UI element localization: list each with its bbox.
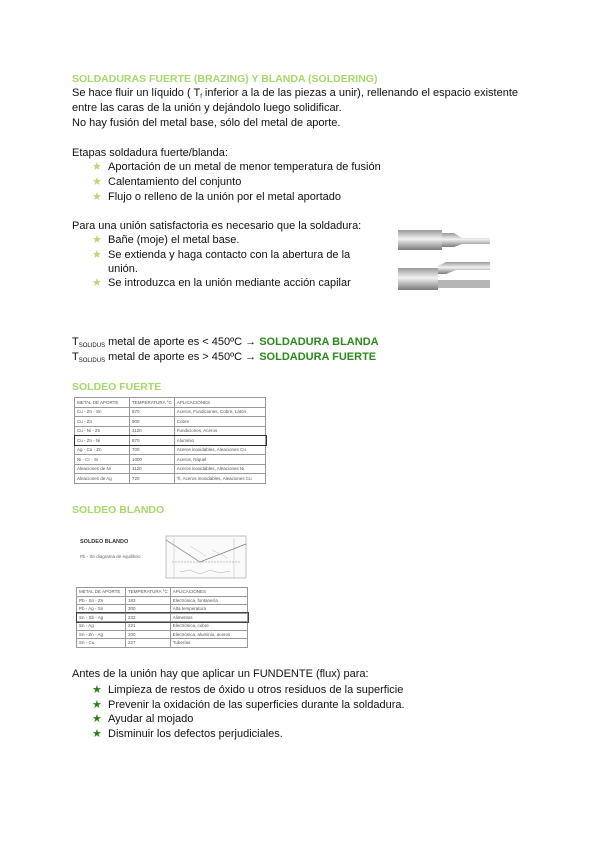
list-item: ★ Limpieza de restos de óxido u otros residuos de la superficie [92,684,404,696]
table-row: Aleaciones de Ag 720 Ti, Aceros inoxidables, Aleaciones Cu [75,474,266,484]
star-icon: ★ [92,728,102,740]
capillary-joint-illustration [396,224,492,296]
table-row: Ag - Cu - Zn 700 Aceros inoxidables, Aleaciones Cu [75,445,266,455]
list-item: ★ Calentamiento del conjunto [92,176,242,188]
table-row: Ni - Cr - Si 1000 Aceros, Níquel [75,455,266,465]
list-item-continuation: unión. [108,263,138,275]
table-row: Pb - Sn - Zn 183 Electrónica, fontanería [77,596,248,605]
table-row: Cu - Zn - Ni 870 Aluminio [75,436,266,446]
table-row: Sn - Zn - Ag 200 Electrónica, aluminio, aceros [77,630,248,639]
star-icon: ★ [92,176,102,188]
star-icon: ★ [92,699,102,711]
flux-title: Antes de la unión hay que aplicar un FUNDENTE (flux) para: [72,668,369,680]
figure-title: SOLDEO BLANDO [80,539,129,545]
table-row: Cu - Zn 900 Cobre [75,417,266,427]
table-row: Sn - Ag 221 Electrónica, cobre [77,622,248,631]
main-heading: SOLDADURAS FUERTE (BRAZING) Y BLANDA (SOLDERING) [72,73,378,85]
list-item: ★ Bañe (moje) el metal base. [92,234,240,246]
stages-title: Etapas soldadura fuerte/blanda: [72,147,228,159]
table-row: Aleaciones de Ni 1120 Aceros inoxidables, Aleaciones Ni [75,464,266,474]
conditions-title: Para una unión satisfactoria es necesario que la soldadura: [72,220,362,232]
table-row: Pb - Ag - Sn 300 Alta temperatura [77,605,248,614]
star-icon: ★ [92,234,102,246]
table-header-row: METAL DE APORTE TEMPERATURA °C APLICACIONES [77,588,248,597]
table-row: Sn - Sb - Ag 232 Alimentos [77,613,248,622]
list-item: ★ Disminuir los defectos perjudiciales. [92,728,283,740]
soldeo-fuerte-heading: SOLDEO FUERTE [72,381,162,393]
result-fuerte: SOLDADURA FUERTE [259,351,377,363]
soldeo-blando-table [76,587,248,648]
star-icon: ★ [92,277,102,289]
table-header-row: METAL DE APORTE TEMPERATURA °C APLICACIONES [75,398,266,408]
intro-text-b: inferior a la de las piezas a unir), rellenando el espacio existente [201,87,519,99]
intro-text-a: Se hace fluir un líquido ( T [72,87,201,99]
list-item: ★ Se extienda y haga contacto con la abertura de la [92,249,351,261]
figure-caption: Pb - Sn diagrama de equilibrio [80,554,141,559]
intro-sub: f [200,94,202,100]
star-icon: ★ [92,684,102,696]
star-icon: ★ [92,161,102,173]
list-item: ★ Aportación de un metal de menor temperatura de fusión [92,161,381,173]
soldeo-blando-heading: SOLDEO BLANDO [72,504,165,516]
list-item: ★ Flujo o relleno de la unión por el metal aportado [92,191,341,203]
temp-line-blanda: $T_{SOLIDUS}$ metal de aporte es < 450ºC → SOLDADURA BLANDA [72,336,379,349]
table-row: Cu - Ni - Zn 1120 Fundiciones, Aceros [75,426,266,436]
soldeo-fuerte-table [74,397,266,484]
list-item: ★ Se introduzca en la unión mediante acción capilar [92,277,351,289]
table-row: Sn - Cu 227 Tuberías [77,639,248,648]
star-icon: ★ [92,191,102,203]
intro-line-3: No hay fusión del metal base, sólo del metal de aporte. [72,117,341,129]
intro-line-2: entre las caras de la unión y dejándolo luego solidificar. [72,102,342,114]
list-item: ★ Ayudar al mojado [92,713,194,725]
temp-line-fuerte: $T_{SOLIDUS}$ metal de aporte es > 450ºC → SOLDADURA FUERTE [72,351,377,364]
result-blanda: SOLDADURA BLANDA [259,336,379,348]
star-icon: ★ [92,249,102,261]
star-icon: ★ [92,713,102,725]
phase-diagram [160,532,250,582]
table-row: Cu - Zn - Sn 870 Aceros, Fundiciones, Cobre, Latón [75,407,266,417]
list-item: ★ Prevenir la oxidación de las superficies durante la soldadura. [92,699,405,711]
